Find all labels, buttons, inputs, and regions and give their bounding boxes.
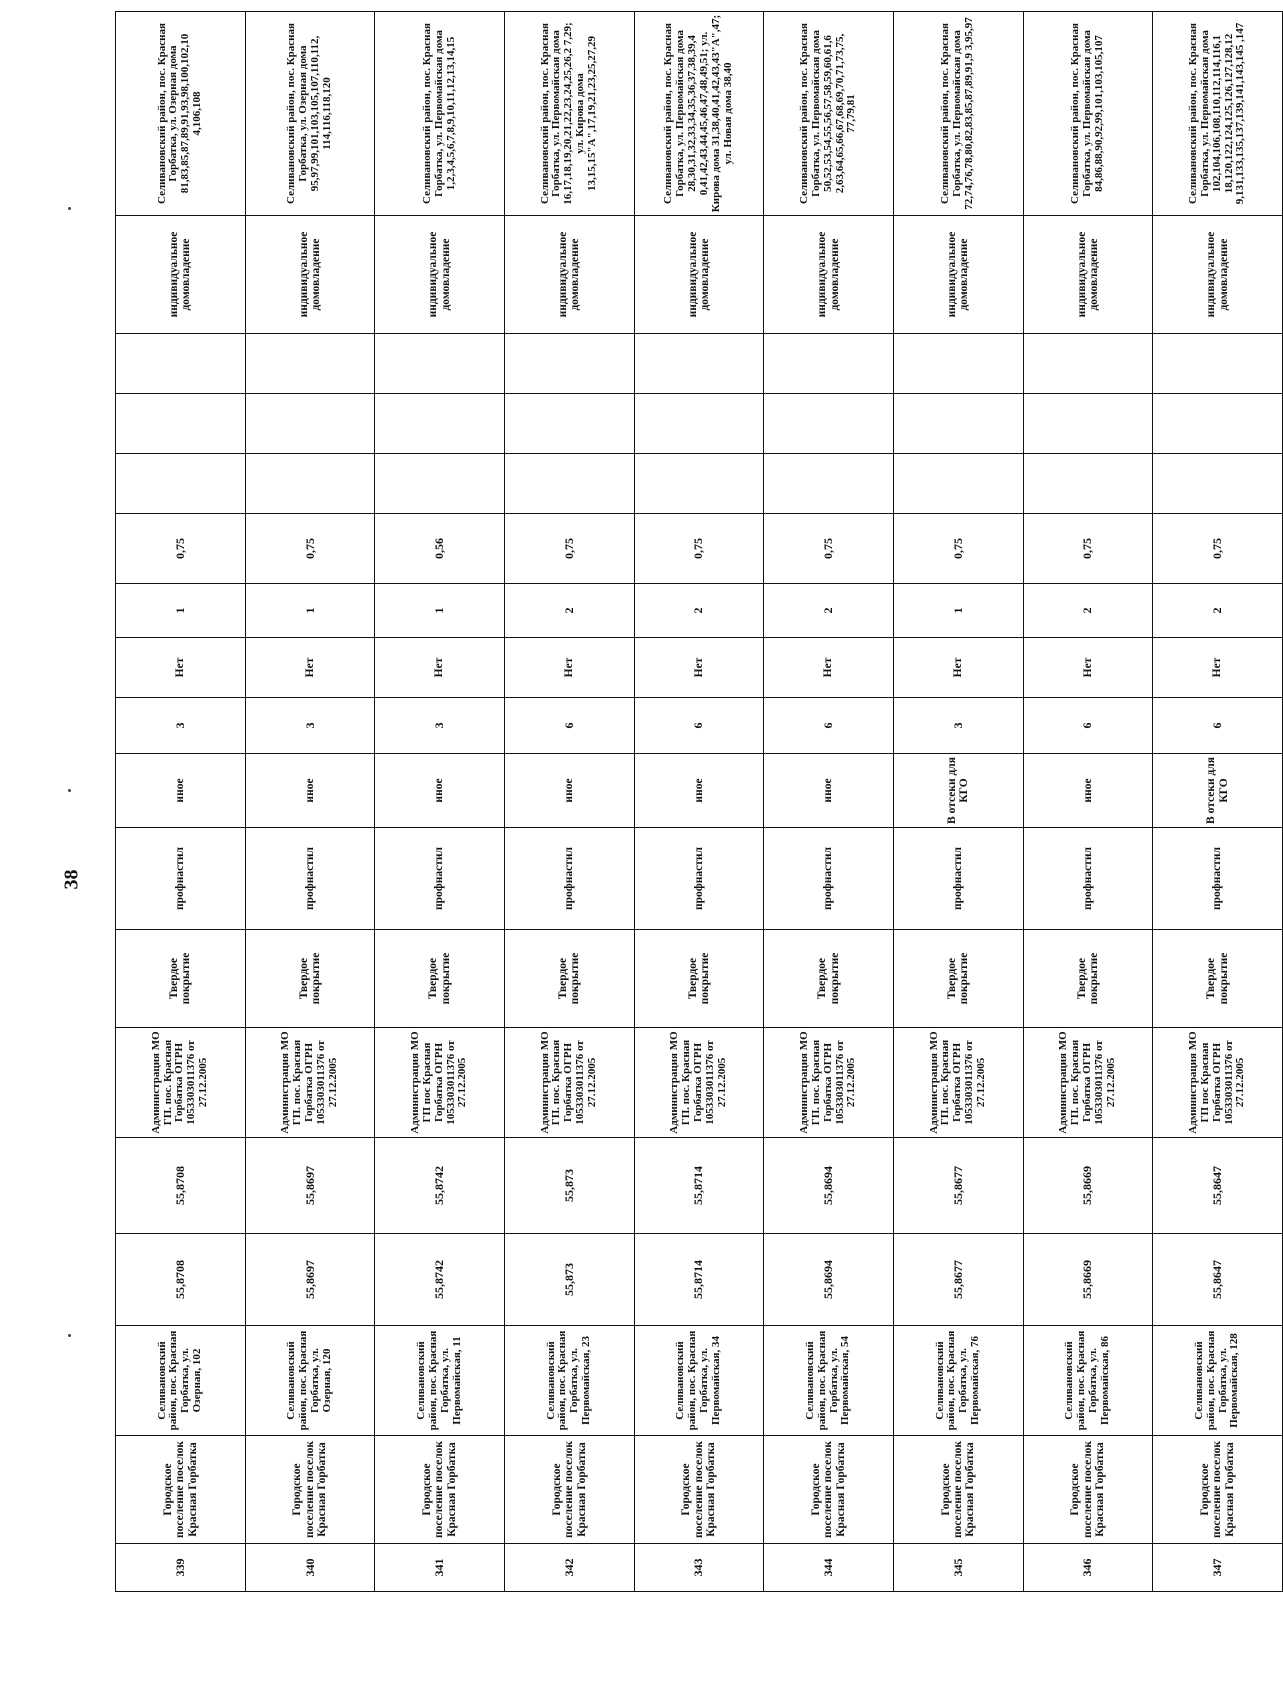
served-addresses-cell: Селивановский район, пос. Красная Горбатка, ул. Первомайская дома 16,17,18,19,20,21,22,23,24,25,26,2 7,29; ул. Кирова дома 13,15,15"А",17,19,21,23,25,27,29 [504, 12, 634, 216]
empty-cell [1153, 394, 1283, 454]
canopy-cell: Нет [116, 638, 246, 698]
row-number-cell: 342 [504, 1544, 634, 1592]
empty-cell [893, 334, 1023, 394]
longitude-cell: 55,8708 [116, 1138, 246, 1234]
site-type-cell: иное [245, 754, 375, 828]
container-volume-cell: 0,75 [504, 514, 634, 584]
settlement-cell: Городское поселение поселок Красная Горбатка [1023, 1436, 1153, 1544]
fence-material-cell: профнастил [1023, 828, 1153, 930]
settlement-cell: Городское поселение поселок Красная Горбатка [893, 1436, 1023, 1544]
site-address-cell: Селивановский район, пос. Красная Горбатка, ул. Первомайская, 128 [1153, 1326, 1283, 1436]
table-row [116, 12, 246, 1592]
scan-speck [68, 789, 71, 792]
scan-speck [68, 1334, 71, 1337]
served-addresses-cell: Селивановский район, пос. Красная Горбатка, ул. Озерная дома 81,83,85,87,89,91,93,98,100,102,10 4,106,108 [116, 12, 246, 216]
owner-cell: Администрация МО ГП. пос. Красная Горбатка ОГРН 1053303011376 от 27.12.2005 [764, 1028, 894, 1138]
table-row [1023, 12, 1153, 1592]
site-address-cell: Селивановский район, пос. Красная Горбатка, ул. Озерная, 120 [245, 1326, 375, 1436]
settlement-cell: Городское поселение поселок Красная Горбатка [116, 1436, 246, 1544]
waste-source-cell: индивидуальное домовладение [504, 216, 634, 334]
settlement-cell: Городское поселение поселок Красная Горбатка [764, 1436, 894, 1544]
owner-cell: Администрация МО ГП. пос. Красная Горбатка ОГРН 1053303011376 от 27.12.2005 [504, 1028, 634, 1138]
empty-cell [634, 334, 764, 394]
empty-cell [245, 454, 375, 514]
latitude-cell: 55,8708 [116, 1234, 246, 1326]
latitude-cell: 55,8714 [634, 1234, 764, 1326]
container-count-cell: 1 [245, 584, 375, 638]
fence-material-cell: профнастил [504, 828, 634, 930]
served-addresses-cell: Селивановский район, пос. Красная Горбатка, ул. Первомайская дома 50,52,53,54,55,56,57,58,59,60,61,6 2,63,64,65,66,67,68,69,70,71,73,75, 77,79,81 [764, 12, 894, 216]
site-type-cell: В отсеки для КГО [893, 754, 1023, 828]
settlement-cell: Городское поселение поселок Красная Горбатка [634, 1436, 764, 1544]
site-address-cell: Селивановский район, пос. Красная Горбатка, ул. Первомайская, 76 [893, 1326, 1023, 1436]
empty-cell [634, 394, 764, 454]
site-address-cell: Селивановский район, пос. Красная Горбатка, ул. Первомайская, 34 [634, 1326, 764, 1436]
row-number-cell: 343 [634, 1544, 764, 1592]
longitude-cell: 55,8697 [245, 1138, 375, 1234]
latitude-cell: 55,8742 [375, 1234, 505, 1326]
surface-cell: Твердое покрытие [116, 930, 246, 1028]
area-cell: 6 [634, 698, 764, 754]
table-row [893, 12, 1023, 1592]
waste-source-cell: индивидуальное домовладение [893, 216, 1023, 334]
longitude-cell: 55,8742 [375, 1138, 505, 1234]
container-count-cell: 1 [893, 584, 1023, 638]
rotated-table-wrapper [115, 14, 1282, 1592]
empty-cell [893, 394, 1023, 454]
waste-source-cell: индивидуальное домовладение [116, 216, 246, 334]
row-number-cell: 345 [893, 1544, 1023, 1592]
site-type-cell: иное [116, 754, 246, 828]
area-cell: 3 [245, 698, 375, 754]
empty-cell [893, 454, 1023, 514]
area-cell: 6 [764, 698, 894, 754]
latitude-cell: 55,8694 [764, 1234, 894, 1326]
container-volume-cell: 0,75 [1153, 514, 1283, 584]
container-volume-cell: 0,75 [245, 514, 375, 584]
site-type-cell: В отсеки для КГО [1153, 754, 1283, 828]
empty-cell [375, 394, 505, 454]
area-cell: 6 [504, 698, 634, 754]
latitude-cell: 55,8677 [893, 1234, 1023, 1326]
container-volume-cell: 0,56 [375, 514, 505, 584]
fence-material-cell: профнастил [634, 828, 764, 930]
site-type-cell: иное [634, 754, 764, 828]
area-cell: 3 [116, 698, 246, 754]
surface-cell: Твердое покрытие [245, 930, 375, 1028]
fence-material-cell: профнастил [893, 828, 1023, 930]
canopy-cell: Нет [245, 638, 375, 698]
empty-cell [1023, 454, 1153, 514]
fence-material-cell: профнастил [764, 828, 894, 930]
row-number-cell: 347 [1153, 1544, 1283, 1592]
settlement-cell: Городское поселение поселок Красная Горбатка [375, 1436, 505, 1544]
owner-cell: Администрация МО ГП пос Красная Горбатка ОГРН 1053303011376 от 27.12.2005 [375, 1028, 505, 1138]
waste-source-cell: индивидуальное домовладение [375, 216, 505, 334]
row-number-cell: 346 [1023, 1544, 1153, 1592]
empty-cell [634, 454, 764, 514]
site-type-cell: иное [375, 754, 505, 828]
container-count-cell: 2 [1023, 584, 1153, 638]
surface-cell: Твердое покрытие [1023, 930, 1153, 1028]
fence-material-cell: профнастил [375, 828, 505, 930]
row-number-cell: 339 [116, 1544, 246, 1592]
row-number-cell: 340 [245, 1544, 375, 1592]
settlement-cell: Городское поселение поселок Красная Горбатка [1153, 1436, 1283, 1544]
row-number-cell: 344 [764, 1544, 894, 1592]
served-addresses-cell: Селивановский район, пос. Красная Горбатка, ул. Первомайская дома 72,74,76,78,80,82,83,85,87,89,91,9 3,95,97 [893, 12, 1023, 216]
longitude-cell: 55,8647 [1153, 1138, 1283, 1234]
latitude-cell: 55,8697 [245, 1234, 375, 1326]
served-addresses-cell: Селивановский район, пос. Красная Горбатка, ул. Первомайская дома 28,30,31,32,33,34,35,36,37,38,39,4 0,41,42,43,44,45,46,47,48,49,51; ул. Кирова дома 31,38,40,41,42,43,43"А",47; ул. Новая дома 38,40 [634, 12, 764, 216]
table-row [764, 12, 894, 1592]
longitude-cell: 55,8694 [764, 1138, 894, 1234]
owner-cell: Администрация МО ГП. пос. Красная Горбатка ОГРН 1053303011376 от 27.12.2005 [634, 1028, 764, 1138]
page-number: 38 [60, 869, 83, 890]
surface-cell: Твердое покрытие [764, 930, 894, 1028]
empty-cell [504, 454, 634, 514]
site-address-cell: Селивановский район, пос. Красная Горбатка, ул. Первомайская, 54 [764, 1326, 894, 1436]
owner-cell: Администрация МО ГП. пос. Красная Горбатка ОГРН 1053303011376 от 27.12.2005 [1023, 1028, 1153, 1138]
empty-cell [116, 334, 246, 394]
empty-cell [504, 334, 634, 394]
container-count-cell: 1 [116, 584, 246, 638]
empty-cell [375, 334, 505, 394]
site-address-cell: Селивановский район, пос. Красная Горбатка, ул. Первомайская, 23 [504, 1326, 634, 1436]
canopy-cell: Нет [504, 638, 634, 698]
table-body [116, 12, 1283, 1592]
scan-speck [68, 207, 71, 210]
table-row [375, 12, 505, 1592]
container-count-cell: 2 [1153, 584, 1283, 638]
canopy-cell: Нет [1153, 638, 1283, 698]
waste-source-cell: индивидуальное домовладение [1153, 216, 1283, 334]
empty-cell [764, 334, 894, 394]
empty-cell [1153, 334, 1283, 394]
container-volume-cell: 0,75 [764, 514, 894, 584]
empty-cell [245, 394, 375, 454]
owner-cell: Администрация МО ГП. пос. Красная Горбатка ОГРН 1053303011376 от 27.12.2005 [893, 1028, 1023, 1138]
canopy-cell: Нет [1023, 638, 1153, 698]
served-addresses-cell: Селивановский район, пос. Красная Горбатка, ул. Первомайская дома 84,86,88,90,92,99,101,103,105,107 [1023, 12, 1153, 216]
empty-cell [375, 454, 505, 514]
fence-material-cell: профнастил [1153, 828, 1283, 930]
container-count-cell: 2 [634, 584, 764, 638]
waste-source-cell: индивидуальное домовладение [1023, 216, 1153, 334]
waste-source-cell: индивидуальное домовладение [764, 216, 894, 334]
empty-cell [245, 334, 375, 394]
longitude-cell: 55,8677 [893, 1138, 1023, 1234]
settlement-cell: Городское поселение поселок Красная Горбатка [504, 1436, 634, 1544]
site-type-cell: иное [764, 754, 894, 828]
area-cell: 6 [1023, 698, 1153, 754]
empty-cell [764, 454, 894, 514]
site-type-cell: иное [504, 754, 634, 828]
longitude-cell: 55,873 [504, 1138, 634, 1234]
owner-cell: Администрация МО ГП. пос. Красная Горбатка ОГРН 1053303011376 от 27.12.2005 [116, 1028, 246, 1138]
container-volume-cell: 0,75 [893, 514, 1023, 584]
longitude-cell: 55,8714 [634, 1138, 764, 1234]
area-cell: 6 [1153, 698, 1283, 754]
container-count-cell: 2 [504, 584, 634, 638]
container-count-cell: 1 [375, 584, 505, 638]
fence-material-cell: профнастил [116, 828, 246, 930]
site-address-cell: Селивановский район, пос. Красная Горбатка, ул. Первомайская, 86 [1023, 1326, 1153, 1436]
waste-source-cell: индивидуальное домовладение [634, 216, 764, 334]
served-addresses-cell: Селивановский район, пос. Красная Горбатка, ул. Озерная дома 95,97,99,101,103,105,107,110,112, 114,116,118,120 [245, 12, 375, 216]
empty-cell [1153, 454, 1283, 514]
settlement-cell: Городское поселение поселок Красная Горбатка [245, 1436, 375, 1544]
empty-cell [116, 394, 246, 454]
site-type-cell: иное [1023, 754, 1153, 828]
latitude-cell: 55,8647 [1153, 1234, 1283, 1326]
canopy-cell: Нет [764, 638, 894, 698]
table-row [1153, 12, 1283, 1592]
empty-cell [116, 454, 246, 514]
table-row [504, 12, 634, 1592]
surface-cell: Твердое покрытие [375, 930, 505, 1028]
served-addresses-cell: Селивановский район, пос. Красная Горбатка, ул. Первомайская дома 1,2,3,4,5,6,7,8,9,10,11,12,13,14,15 [375, 12, 505, 216]
empty-cell [1023, 334, 1153, 394]
area-cell: 3 [893, 698, 1023, 754]
latitude-cell: 55,8669 [1023, 1234, 1153, 1326]
container-volume-cell: 0,75 [116, 514, 246, 584]
surface-cell: Твердое покрытие [893, 930, 1023, 1028]
owner-cell: Администрация МО ГП. пос. Красная Горбатка ОГРН 1053303011376 от 27.12.2005 [245, 1028, 375, 1138]
latitude-cell: 55,873 [504, 1234, 634, 1326]
empty-cell [764, 394, 894, 454]
surface-cell: Твердое покрытие [1153, 930, 1283, 1028]
container-volume-cell: 0,75 [1023, 514, 1153, 584]
fence-material-cell: профнастил [245, 828, 375, 930]
empty-cell [504, 394, 634, 454]
table-row [245, 12, 375, 1592]
canopy-cell: Нет [634, 638, 764, 698]
canopy-cell: Нет [375, 638, 505, 698]
empty-cell [1023, 394, 1153, 454]
site-address-cell: Селивановский район, пос. Красная Горбатка, ул. Первомайская, 11 [375, 1326, 505, 1436]
waste-source-cell: индивидуальное домовладение [245, 216, 375, 334]
site-address-cell: Селивановский район, пос. Красная Горбатка, ул. Озерная, 102 [116, 1326, 246, 1436]
surface-cell: Твердое покрытие [634, 930, 764, 1028]
area-cell: 3 [375, 698, 505, 754]
table-row [634, 12, 764, 1592]
container-volume-cell: 0,75 [634, 514, 764, 584]
container-count-cell: 2 [764, 584, 894, 638]
served-addresses-cell: Селивановский район, пос. Красная Горбатка, ул. Первомайская дома 102,104,106,108,110,112,114,116,1 18,120,122,124,125,126,127,128,12 9,131,133,135,137,139,141,143,145 ,147 [1153, 12, 1283, 216]
surface-cell: Твердое покрытие [504, 930, 634, 1028]
row-number-cell: 341 [375, 1544, 505, 1592]
canopy-cell: Нет [893, 638, 1023, 698]
container-sites-table [115, 11, 1283, 1592]
owner-cell: Администрация МО ГП пос Красная Горбатка ОГРН 1053303011376 от 27.12.2005 [1153, 1028, 1283, 1138]
longitude-cell: 55,8669 [1023, 1138, 1153, 1234]
